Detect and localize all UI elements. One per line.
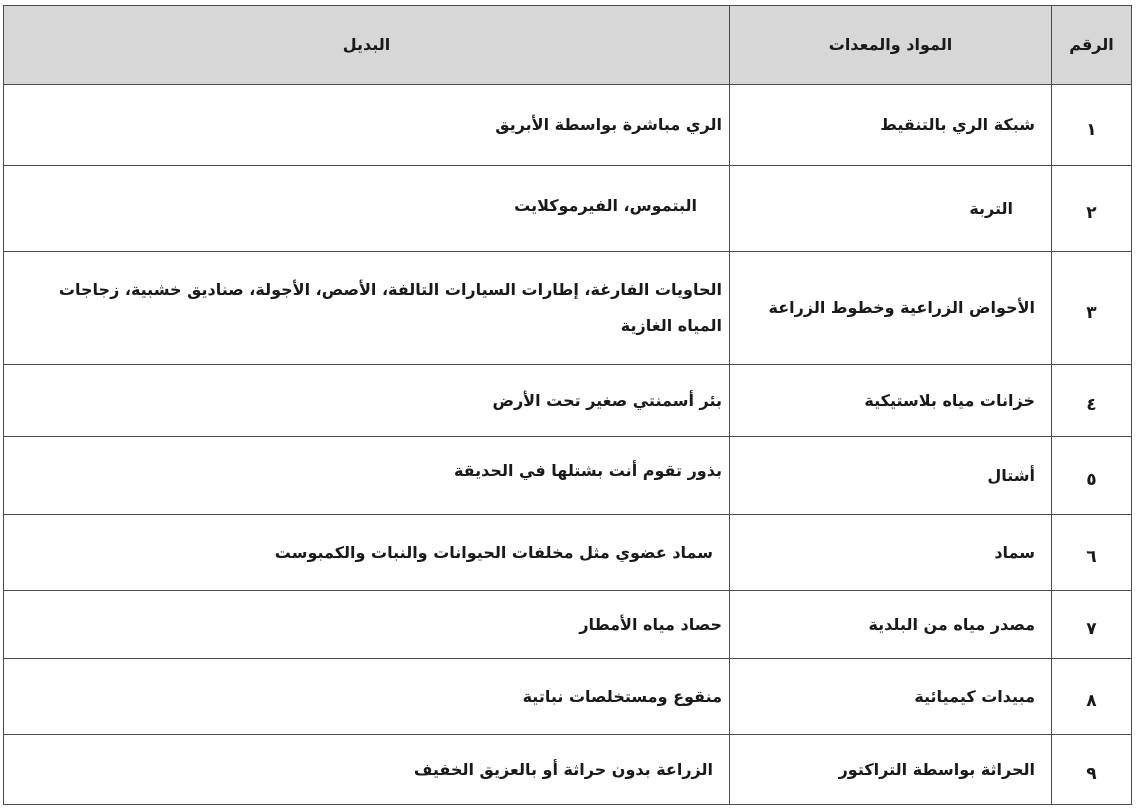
row-number: ٥ <box>1052 437 1132 515</box>
table-row <box>4 735 1132 805</box>
row-material: أشتال <box>730 437 1052 515</box>
row-number: ٦ <box>1052 515 1132 591</box>
alternatives-table-container <box>3 5 1131 805</box>
header-row <box>4 6 1132 85</box>
row-alternative: سماد عضوي مثل مخلفات الحيوانات والنبات والكمبوست <box>4 515 730 591</box>
row-number: ٣ <box>1052 252 1132 365</box>
row-alternative: الحاويات الفارغة، إطارات السيارات التالفة، الأصص، الأجولة، صناديق خشبية، زجاجات المياه الغازية <box>4 252 730 365</box>
header-alternative: البديل <box>4 6 730 85</box>
header-number: الرقم <box>1052 6 1132 85</box>
row-alternative: بئر أسمنتي صغير تحت الأرض <box>4 365 730 437</box>
row-alternative: منقوع ومستخلصات نباتية <box>4 659 730 735</box>
row-material: مصدر مياه من البلدية <box>730 591 1052 659</box>
row-number: ١ <box>1052 85 1132 166</box>
row-alternative: بذور تقوم أنت بشتلها في الحديقة <box>4 437 730 515</box>
row-alternative: الزراعة بدون حراثة أو بالعزيق الخفيف <box>4 735 730 805</box>
header-materials: المواد والمعدات <box>730 6 1052 85</box>
row-number: ٩ <box>1052 735 1132 805</box>
row-material: خزانات مياه بلاستيكية <box>730 365 1052 437</box>
table-row <box>4 659 1132 735</box>
row-material: شبكة الري بالتنقيط <box>730 85 1052 166</box>
row-alternative: الري مباشرة بواسطة الأبريق <box>4 85 730 166</box>
table-row <box>4 515 1132 591</box>
row-alternative: البتموس، الفيرموكلايت <box>4 166 730 252</box>
row-material: الحراثة بواسطة التراكتور <box>730 735 1052 805</box>
row-material: مبيدات كيميائية <box>730 659 1052 735</box>
table-row <box>4 166 1132 252</box>
row-material: الأحواض الزراعية وخطوط الزراعة <box>730 252 1052 365</box>
row-number: ٤ <box>1052 365 1132 437</box>
row-number: ٧ <box>1052 591 1132 659</box>
row-number: ٢ <box>1052 166 1132 252</box>
row-number: ٨ <box>1052 659 1132 735</box>
table-row <box>4 365 1132 437</box>
table-row <box>4 591 1132 659</box>
row-alternative: حصاد مياه الأمطار <box>4 591 730 659</box>
row-material: سماد <box>730 515 1052 591</box>
alternatives-table <box>3 5 1132 805</box>
row-material: التربة <box>730 166 1052 252</box>
table-row <box>4 85 1132 166</box>
table-row <box>4 252 1132 365</box>
table-row <box>4 437 1132 515</box>
